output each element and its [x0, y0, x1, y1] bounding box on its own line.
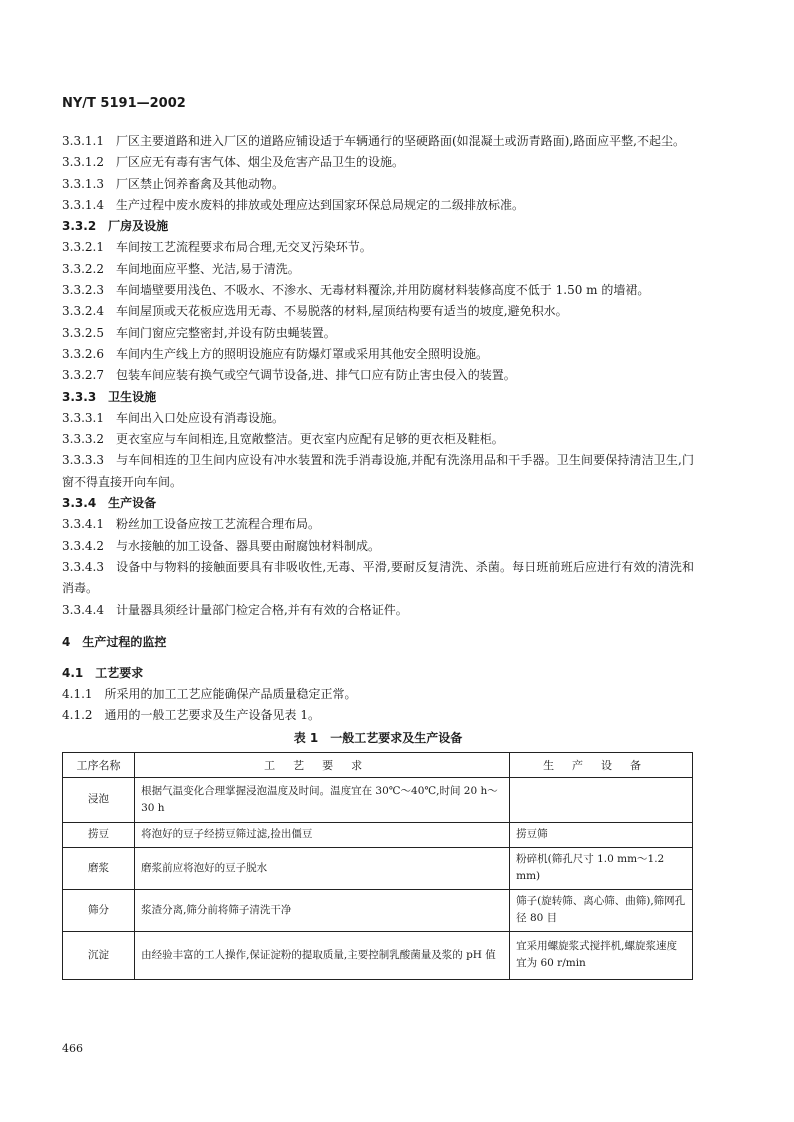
clause-number: 3.3.2.1 — [62, 240, 104, 255]
clause-number: 4.1 — [62, 665, 84, 680]
subsection-title: 生产设备 — [108, 496, 157, 511]
clause-text: 设备中与物料的接触面要具有非吸收性,无毒、平滑,要耐反复清洗、杀菌。每日班前班后应进行有效的清洗和消毒。 — [62, 559, 694, 596]
clause-number: 3.3.1.4 — [62, 197, 104, 212]
clause-number: 4.1.1 — [62, 687, 93, 702]
clause-number: 3.3.2 — [62, 219, 97, 234]
clause-paragraph — [62, 429, 694, 450]
equipment-cell: 粉碎机(筛孔尺寸 1.0 mm～1.2 mm) — [510, 847, 693, 889]
clause-text: 计量器具须经计量部门检定合格,并有有效的合格证件。 — [115, 602, 408, 617]
requirement-cell: 磨浆前应将泡好的豆子脱水 — [135, 847, 510, 889]
clause-list — [62, 131, 694, 621]
clause-number: 3.3.4.3 — [62, 559, 104, 574]
clause-paragraph — [62, 195, 694, 216]
clause-text: 包装车间应装有换气或空气调节设备,进、排气口应有防止害虫侵入的装置。 — [115, 368, 516, 383]
subsection-heading — [62, 663, 694, 684]
clause-text: 生产过程中废水废料的排放或处理应达到国家环保总局规定的二级排放标准。 — [115, 197, 524, 212]
clause-number: 3.3.4.4 — [62, 602, 104, 617]
requirement-cell: 将泡好的豆子经捞豆筛过滤,捡出僵豆 — [135, 822, 510, 847]
clause-paragraph — [62, 536, 694, 557]
equipment-cell: 筛子(旋转筛、离心筛、曲筛),筛网孔径 80 目 — [510, 889, 693, 931]
equipment-cell: 捞豆筛 — [510, 822, 693, 847]
clause-text: 车间墙壁要用浅色、不吸水、不渗水、无毒材料覆涂,并用防腐材料装修高度不低于 1.50 m 的墙裙。 — [115, 283, 650, 298]
clause-text: 车间内生产线上方的照明设施应有防爆灯罩或采用其他安全照明设施。 — [115, 346, 488, 361]
clause-number: 3.3.3.2 — [62, 432, 104, 447]
clause-number: 3.3.2.6 — [62, 346, 104, 361]
clause-paragraph — [62, 237, 694, 258]
clause-paragraph — [62, 259, 694, 280]
clause-text: 厂区应无有毒有害气体、烟尘及危害产品卫生的设施。 — [115, 155, 404, 170]
clause-text: 车间门窗应完整密封,并设有防虫蝇装置。 — [115, 325, 336, 340]
subsection-heading — [62, 216, 694, 237]
clause-text: 与水接触的加工设备、器具要由耐腐蚀材料制成。 — [115, 538, 380, 553]
header-requirements: 工艺要求 — [135, 752, 510, 777]
clause-number: 3.3.2.3 — [62, 283, 104, 298]
clause-text: 车间按工艺流程要求布局合理,无交叉污染环节。 — [115, 240, 372, 255]
clause-paragraph — [62, 301, 694, 322]
clause-paragraph — [62, 514, 694, 535]
clause-number: 3.3.3.3 — [62, 453, 104, 468]
table-row — [63, 777, 693, 822]
table-row — [63, 847, 693, 889]
clause-paragraph — [62, 684, 694, 705]
clause-paragraph — [62, 450, 694, 493]
clause-paragraph — [62, 344, 694, 365]
table-caption: 表 1 一般工艺要求及生产设备 — [293, 730, 463, 745]
clause-number: 3.3.4.2 — [62, 538, 104, 553]
clause-paragraph — [62, 365, 694, 386]
clause-text: 车间屋顶或天花板应选用无毒、不易脱落的材料,屋顶结构要有适当的坡度,避免积水。 — [115, 304, 568, 319]
process-name-cell: 筛分 — [63, 889, 135, 931]
clause-paragraph — [62, 131, 694, 152]
table-row — [63, 822, 693, 847]
clause-number: 3.3.1.3 — [62, 176, 104, 191]
clause-paragraph — [62, 174, 694, 195]
subsection-title: 工艺要求 — [95, 665, 144, 680]
subsection-heading — [62, 387, 694, 408]
clause-text: 车间地面应平整、光洁,易于清洗。 — [115, 261, 300, 276]
subsection-heading — [62, 493, 694, 514]
table-row — [63, 931, 693, 979]
process-name-cell: 沉淀 — [63, 931, 135, 979]
clause-text: 厂区主要道路和进入厂区的道路应铺设适于车辆通行的坚硬路面(如混凝土或沥青路面),路面应平整,不起尘。 — [115, 134, 685, 148]
clause-text: 通用的一般工艺要求及生产设备见表 1。 — [104, 708, 320, 723]
clause-paragraph — [62, 408, 694, 429]
process-name-cell: 捞豆 — [63, 822, 135, 847]
clause-text: 所采用的加工工艺应能确保产品质量稳定正常。 — [104, 687, 357, 702]
clause-number: 4.1.2 — [62, 708, 93, 723]
clause-paragraph — [62, 557, 694, 600]
process-name-cell: 浸泡 — [63, 777, 135, 822]
clause-number: 3.3.3.1 — [62, 410, 104, 425]
clause-text: 厂区禁止饲养畜禽及其他动物。 — [115, 176, 284, 191]
clause-paragraph — [62, 152, 694, 173]
clause-text: 车间出入口处应设有消毒设施。 — [115, 410, 284, 425]
equipment-cell — [510, 777, 693, 822]
clause-text: 与车间相连的卫生间内应设有冲水装置和洗手消毒设施,并配有洗涤用品和干手器。卫生间要保持清洁卫生,门窗不得直接开向车间。 — [62, 453, 694, 489]
clause-text: 更衣室应与车间相连,且宽敞整洁。更衣室内应配有足够的更衣柜及鞋柜。 — [115, 432, 504, 447]
standard-number: NY/T 5191—2002 — [62, 96, 186, 111]
clause-paragraph — [62, 280, 694, 301]
process-name-cell: 磨浆 — [63, 847, 135, 889]
equipment-cell: 宜采用螺旋浆式搅拌机,螺旋浆速度宜为 60 r/min — [510, 931, 693, 979]
clause-number: 3.3.4.1 — [62, 517, 104, 532]
header-process-name: 工序名称 — [63, 752, 135, 777]
process-table — [62, 752, 693, 980]
clause-number: 3.3.1.2 — [62, 155, 104, 170]
clause-number: 3.3.2.5 — [62, 325, 104, 340]
document-body — [62, 131, 694, 980]
subsection-title: 卫生设施 — [108, 389, 157, 404]
section-title: 生产过程的监控 — [82, 634, 167, 649]
table-row — [63, 889, 693, 931]
clause-number: 3.3.4 — [62, 496, 97, 511]
subsection-title: 厂房及设施 — [108, 219, 169, 234]
section-heading — [62, 632, 694, 653]
clause-paragraph — [62, 323, 694, 344]
page-number: 466 — [62, 1042, 83, 1055]
table-header-row — [63, 752, 693, 777]
requirement-cell: 根据气温变化合理掌握浸泡温度及时间。温度宜在 30℃～40℃,时间 20 h～30 h — [135, 777, 510, 822]
requirement-cell: 浆渣分离,筛分前将筛子清洗干净 — [135, 889, 510, 931]
clause-number: 3.3.3 — [62, 389, 97, 404]
clause-number: 3.3.2.7 — [62, 368, 104, 383]
clause-text: 粉丝加工设备应按工艺流程合理布局。 — [115, 517, 320, 532]
header-equipment: 生产设备 — [510, 752, 693, 777]
clause-paragraph — [62, 705, 694, 726]
requirement-cell: 由经验丰富的工人操作,保证淀粉的提取质量,主要控制乳酸菌量及浆的 pH 值 — [135, 931, 510, 979]
clause-number: 3.3.1.1 — [62, 134, 104, 148]
clause-number: 3.3.2.2 — [62, 261, 104, 276]
clause-list-2 — [62, 663, 694, 727]
clause-number: 3.3.2.4 — [62, 304, 104, 319]
section-number: 4 — [62, 634, 71, 649]
clause-paragraph — [62, 600, 694, 621]
